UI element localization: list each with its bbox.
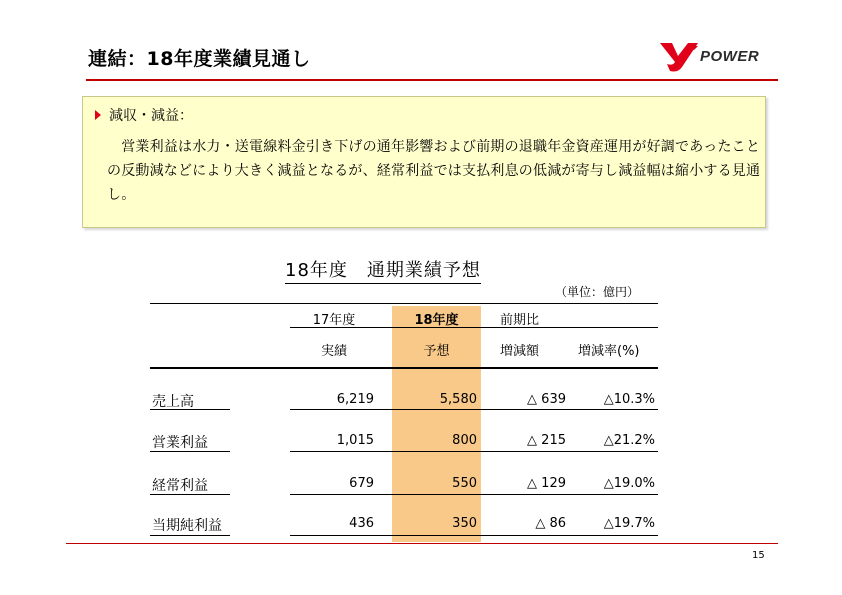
cell-actual-sales: 6,219 bbox=[336, 392, 374, 407]
row-rule bbox=[150, 494, 230, 495]
cell-forecast-operating-income: 800 bbox=[452, 433, 477, 448]
row-rule bbox=[290, 494, 658, 495]
col-header-comparison: 前期比 bbox=[500, 313, 540, 328]
cell-rate-ordinary-income: △19.0% bbox=[603, 476, 655, 491]
page-title: 連結：18年度業績見通し bbox=[88, 48, 311, 70]
row-rule bbox=[150, 451, 230, 452]
col-header-prev-year: 17年度 bbox=[312, 313, 356, 328]
logo-text: POWER bbox=[700, 48, 760, 65]
header-rule-top bbox=[150, 303, 658, 304]
cell-forecast-ordinary-income: 550 bbox=[452, 476, 477, 491]
cell-actual-operating-income: 1,015 bbox=[336, 433, 374, 448]
row-rule bbox=[150, 409, 230, 410]
cell-rate-sales: △10.3% bbox=[603, 392, 655, 407]
row-label-operating-income: 営業利益 bbox=[152, 435, 208, 451]
cell-diff-sales: △ 639 bbox=[527, 392, 566, 407]
col-header-prev-sub: 実績 bbox=[320, 344, 347, 359]
header-rule-bottom bbox=[150, 367, 658, 369]
cell-actual-ordinary-income: 679 bbox=[349, 476, 374, 491]
row-label-sales: 売上高 bbox=[152, 394, 194, 410]
row-label-ordinary-income: 経常利益 bbox=[152, 478, 208, 494]
cell-forecast-net-income: 350 bbox=[452, 516, 477, 531]
row-rule bbox=[290, 451, 658, 452]
row-rule bbox=[150, 535, 230, 536]
col-header-rate: 増減率(%) bbox=[578, 344, 640, 359]
unit-label: （単位：億円） bbox=[555, 285, 640, 299]
col-header-diff: 増減額 bbox=[500, 344, 540, 359]
cell-rate-operating-income: △21.2% bbox=[603, 433, 655, 448]
cell-diff-net-income: △ 86 bbox=[535, 516, 566, 531]
row-rule bbox=[290, 409, 658, 410]
bullet-arrow-icon bbox=[95, 110, 101, 120]
row-label-net-income: 当期純利益 bbox=[152, 518, 222, 534]
table-title: 18年度 通期業績予想 bbox=[285, 256, 481, 284]
col-header-cur-sub: 予想 bbox=[423, 344, 450, 359]
page-number: 15 bbox=[752, 550, 765, 561]
cell-rate-net-income: △19.7% bbox=[603, 516, 655, 531]
footer-divider bbox=[66, 543, 778, 544]
cell-diff-operating-income: △ 215 bbox=[527, 433, 566, 448]
col-header-cur-year: 18年度 bbox=[414, 313, 459, 328]
cell-forecast-sales: 5,580 bbox=[439, 392, 477, 407]
row-rule bbox=[290, 535, 658, 536]
summary-body: 営業利益は水力・送電線料金引き下げの通年影響および前期の退職年金資産運用が好調であったことの反動減などにより大きく減益となるが、経常利益では支払利息の低減が寄与し減益幅は縮小する見通し。 bbox=[107, 139, 761, 203]
summary-heading: 減収・減益： bbox=[109, 108, 193, 124]
cell-actual-net-income: 436 bbox=[349, 516, 374, 531]
header-divider bbox=[86, 79, 778, 81]
summary-box bbox=[82, 96, 766, 228]
cell-diff-ordinary-income: △ 129 bbox=[527, 476, 566, 491]
